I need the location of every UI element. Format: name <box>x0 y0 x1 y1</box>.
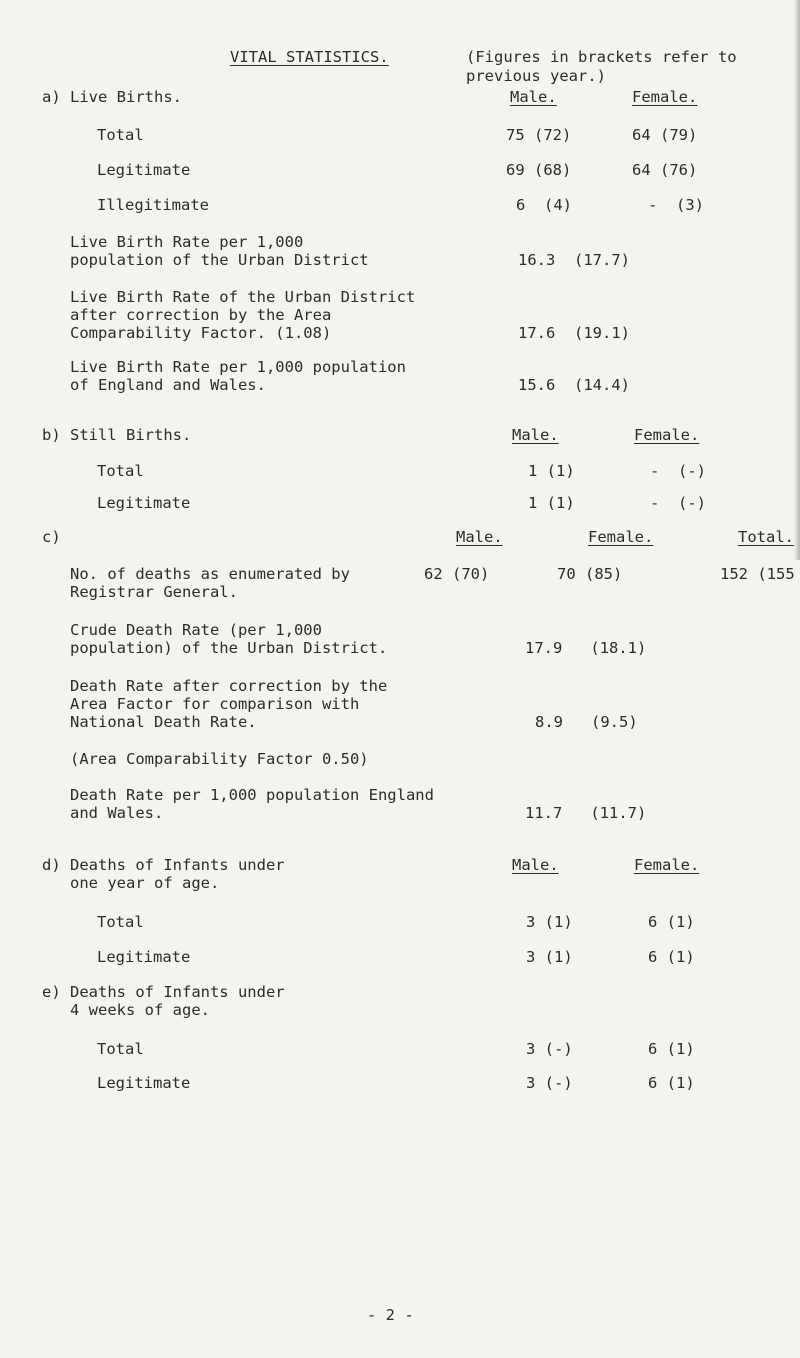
section-b-marker: b) <box>42 426 61 444</box>
section-d-row-label: Total <box>97 913 144 931</box>
live-birth-rate-label-line2: population of the Urban District <box>70 251 369 269</box>
section-c-col-female: Female. <box>588 528 654 546</box>
crude-death-rate-label-line2: population) of the Urban District. <box>70 639 388 657</box>
national-death-rate-value: 11.7 (11.7) <box>525 804 647 822</box>
section-d-row-female: 6 (1) <box>648 948 695 966</box>
section-b-row-label: Legitimate <box>97 494 191 512</box>
section-b-heading: Still Births. <box>70 426 192 444</box>
section-c-marker: c) <box>42 528 61 546</box>
document-title: VITAL STATISTICS. <box>230 48 389 66</box>
section-b-row-label: Total <box>97 462 144 480</box>
section-d-row-male: 3 (1) <box>526 948 573 966</box>
section-d-row-label: Legitimate <box>97 948 191 966</box>
section-a-col-male: Male. <box>510 88 557 106</box>
deaths-enumerated-male: 62 (70) <box>424 565 490 583</box>
deaths-enumerated-female: 70 (85) <box>557 565 623 583</box>
corrected-birth-rate-label-line2: after correction by the Area <box>70 306 332 324</box>
section-b-col-female: Female. <box>634 426 700 444</box>
section-a-row-female: - (3) <box>648 196 704 214</box>
corrected-birth-rate-label-line3: Comparability Factor. (1.08) <box>70 324 332 342</box>
section-d-row-male: 3 (1) <box>526 913 573 931</box>
section-e-row-male: 3 (-) <box>526 1074 573 1092</box>
live-birth-rate-value: 16.3 (17.7) <box>518 251 630 269</box>
section-e-row-female: 6 (1) <box>648 1040 695 1058</box>
deaths-enumerated-label-line2: Registrar General. <box>70 583 238 601</box>
section-d-col-male: Male. <box>512 856 559 874</box>
corrected-birth-rate-value: 17.6 (19.1) <box>518 324 630 342</box>
section-c-col-total: Total. <box>738 528 794 546</box>
national-death-rate-label-line2: and Wales. <box>70 804 164 822</box>
section-a-col-female: Female. <box>632 88 698 106</box>
section-a-row-male: 75 (72) <box>506 126 572 144</box>
corrected-death-rate-value: 8.9 (9.5) <box>535 713 638 731</box>
section-a-row-label: Legitimate <box>97 161 191 179</box>
national-death-rate-label-line1: Death Rate per 1,000 population England <box>70 786 434 804</box>
page-edge-shadow <box>794 0 800 560</box>
section-e-row-male: 3 (-) <box>526 1040 573 1058</box>
section-b-row-male: 1 (1) <box>528 494 575 512</box>
live-birth-rate-label-line1: Live Birth Rate per 1,000 <box>70 233 304 251</box>
national-birth-rate-label-line1: Live Birth Rate per 1,000 population <box>70 358 406 376</box>
section-d-marker: d) <box>42 856 61 874</box>
national-birth-rate-value: 15.6 (14.4) <box>518 376 630 394</box>
corrected-death-rate-label-line2: Area Factor for comparison with <box>70 695 360 713</box>
corrected-death-rate-label-line1: Death Rate after correction by the <box>70 677 388 695</box>
section-e-row-label: Total <box>97 1040 144 1058</box>
section-b-row-male: 1 (1) <box>528 462 575 480</box>
section-e-marker: e) <box>42 983 61 1001</box>
section-e-row-female: 6 (1) <box>648 1074 695 1092</box>
section-a-row-female: 64 (79) <box>632 126 698 144</box>
section-a-row-label: Illegitimate <box>97 196 209 214</box>
deaths-enumerated-total: 152 (155 <box>720 565 795 583</box>
section-a-row-label: Total <box>97 126 144 144</box>
section-e-row-label: Legitimate <box>97 1074 191 1092</box>
section-a-row-male: 6 (4) <box>516 196 572 214</box>
section-e-heading-line2: 4 weeks of age. <box>70 1001 210 1019</box>
section-b-col-male: Male. <box>512 426 559 444</box>
area-comparability-factor: (Area Comparability Factor 0.50) <box>70 750 369 768</box>
section-b-row-female: - (-) <box>650 494 706 512</box>
section-a-row-male: 69 (68) <box>506 161 572 179</box>
crude-death-rate-label-line1: Crude Death Rate (per 1,000 <box>70 621 322 639</box>
national-birth-rate-label-line2: of England and Wales. <box>70 376 266 394</box>
section-a-row-female: 64 (76) <box>632 161 698 179</box>
bracket-note-line2: previous year.) <box>466 67 606 85</box>
corrected-birth-rate-label-line1: Live Birth Rate of the Urban District <box>70 288 416 306</box>
crude-death-rate-value: 17.9 (18.1) <box>525 639 647 657</box>
section-d-heading-line2: one year of age. <box>70 874 220 892</box>
bracket-note-line1: (Figures in brackets refer to <box>466 48 737 66</box>
section-d-row-female: 6 (1) <box>648 913 695 931</box>
deaths-enumerated-label-line1: No. of deaths as enumerated by <box>70 565 350 583</box>
section-c-col-male: Male. <box>456 528 503 546</box>
section-d-heading-line1: Deaths of Infants under <box>70 856 285 874</box>
section-d-col-female: Female. <box>634 856 700 874</box>
section-b-row-female: - (-) <box>650 462 706 480</box>
page-number: - 2 - <box>367 1306 414 1324</box>
section-e-heading-line1: Deaths of Infants under <box>70 983 285 1001</box>
section-a-heading: Live Births. <box>70 88 182 106</box>
section-a-marker: a) <box>42 88 61 106</box>
corrected-death-rate-label-line3: National Death Rate. <box>70 713 257 731</box>
